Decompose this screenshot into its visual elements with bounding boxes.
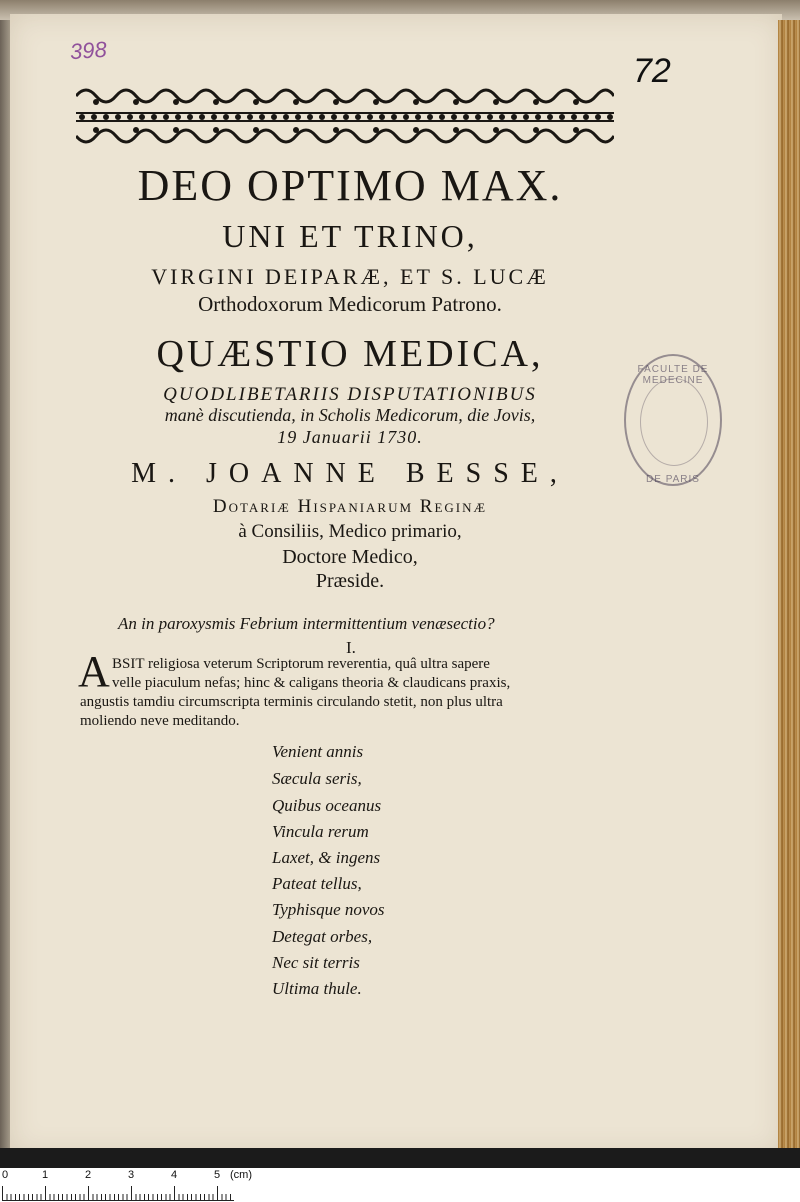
ruler-label: 5 — [214, 1169, 221, 1181]
title-line-4: Orthodoxorum Medicorum Patrono. — [198, 292, 502, 316]
verse-line: Sæcula seris, — [272, 769, 362, 788]
verse-line: Detegat orbes, — [272, 927, 373, 946]
title-line-1: DEO OPTIMO MAX. — [137, 161, 563, 210]
title-line-7: manè discutienda, in Scholis Medicorum, die Jovis, — [164, 405, 536, 425]
title-line-9: M. JOANNE BESSE, — [131, 458, 569, 489]
ornament-band-icon — [76, 82, 614, 150]
stamp-text-top: FACULTE DE MEDECINE — [637, 364, 709, 386]
title-line-12: Doctore Medico, — [282, 546, 418, 568]
paragraph-line: moliendo neve meditando. — [80, 713, 240, 729]
verse-line: Typhisque novos — [272, 900, 385, 919]
ruler-unit-label: (cm) — [230, 1169, 252, 1181]
scale-ruler — [0, 1168, 800, 1202]
ruler-labels — [0, 1169, 260, 1185]
ruler-label: 0 — [2, 1169, 9, 1181]
verse-line: Pateat tellus, — [272, 874, 362, 893]
question-heading: An in paroxysmis Febrium intermittentium venæsectio? — [118, 614, 495, 633]
folio-number: 72 — [633, 52, 671, 90]
paragraph-line: velle piaculum nefas; hinc & caligans theoria & claudicans praxis, — [112, 675, 511, 691]
ruler-label: 4 — [171, 1169, 178, 1181]
title-line-10: Dotariæ Hispaniarum Reginæ — [212, 496, 488, 517]
verse-line: Quibus oceanus — [272, 796, 382, 815]
verse-line: Laxet, & ingens — [272, 848, 381, 867]
paragraph-line: BSIT religiosa veterum Scriptorum reverentia, quâ ultra sapere — [112, 656, 490, 672]
scan-border-bar — [0, 1148, 800, 1168]
archive-number: 398 — [69, 36, 108, 65]
title-line-13: Præside. — [315, 570, 385, 592]
verse-line: Venient annis — [272, 742, 364, 761]
paragraph-line: angustis tamdiu circumscripta terminis circulando stetit, non plus ultra — [80, 694, 503, 710]
title-line-6: QUODLIBETARIIS DISPUTATIONIBUS — [163, 384, 537, 405]
verse-line: Nec sit terris — [272, 953, 360, 972]
title-line-3: VIRGINI DEIPARÆ, ET S. LUCÆ — [151, 264, 549, 289]
page-edges — [778, 20, 800, 1160]
verse-line: Ultima thule. — [272, 979, 362, 998]
ruler-label: 2 — [85, 1169, 92, 1181]
title-line-2: UNI ET TRINO, — [222, 218, 478, 254]
title-line-11: à Consiliis, Medico primario, — [238, 521, 462, 542]
title-line-8: 19 Januarii 1730. — [277, 427, 423, 447]
section-numeral: I. — [346, 638, 356, 657]
title-line-5: QUÆSTIO MEDICA, — [156, 333, 544, 375]
stamp-inner-ring — [640, 378, 708, 466]
ruler-ticks — [2, 1186, 234, 1201]
stamp-text-bottom: DE PARIS — [646, 474, 700, 485]
ruler-label: 3 — [128, 1169, 135, 1181]
drop-cap: A — [78, 647, 110, 696]
ruler-label: 1 — [42, 1169, 49, 1181]
verse-line: Vincula rerum — [272, 822, 369, 841]
